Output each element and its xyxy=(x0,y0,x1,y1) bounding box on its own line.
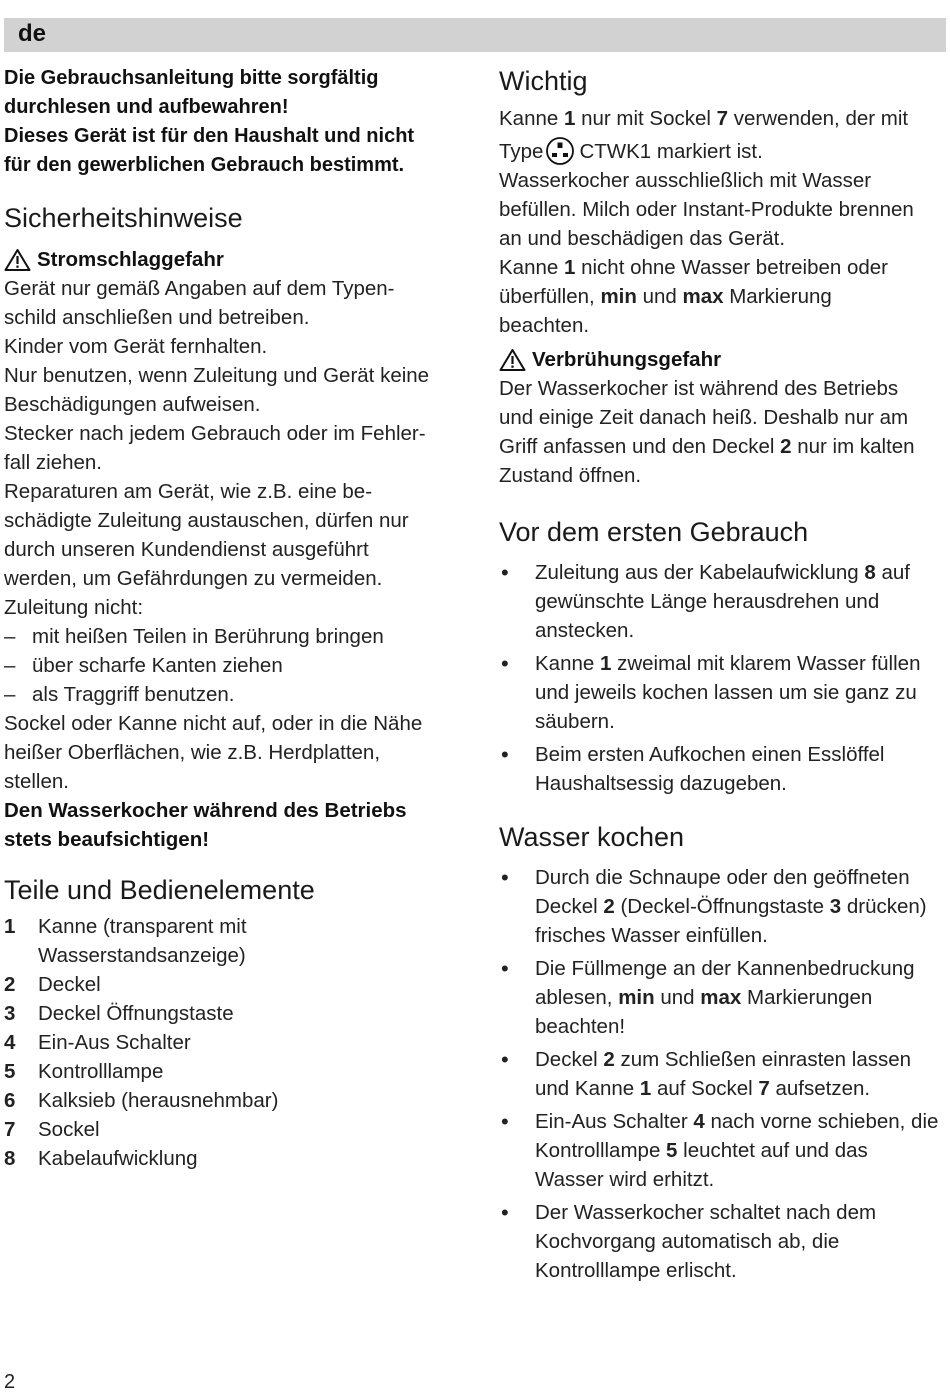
dash-item: – über scharfe Kanten ziehen xyxy=(4,654,283,677)
parts-item: 2 Deckel xyxy=(4,973,101,996)
parts-item: 8 Kabelaufwicklung xyxy=(4,1147,198,1170)
parts-list xyxy=(4,912,278,1173)
important-section xyxy=(499,104,915,490)
shock-line: Kinder vom Gerät fernhalten. xyxy=(4,335,268,358)
shock-line: Stecker nach jedem Gebrauch oder im Fehler- xyxy=(4,422,426,445)
scald-line: Der Wasserkocher ist während des Betriebs xyxy=(499,377,899,400)
first-use-list xyxy=(499,558,939,802)
placement-line: Sockel oder Kanne nicht auf, oder in die Nähe xyxy=(4,712,423,735)
warning-triangle-icon xyxy=(499,348,526,372)
first-use-item: • Kanne 1 zweimal mit klarem Wasser füllen und jeweils kochen lassen um sie ganz zu säubern. xyxy=(499,649,939,736)
important-line: befüllen. Milch oder Instant-Produkte brennen xyxy=(499,198,914,221)
shock-warning-title: Stromschlaggefahr xyxy=(37,248,224,271)
shock-line: durch unseren Kundendienst ausgeführt xyxy=(4,538,369,561)
boil-list xyxy=(499,863,939,1289)
first-use-item: • Zuleitung aus der Kabelaufwicklung 8 auf gewünschte Länge herausdrehen und anstecken. xyxy=(499,558,939,645)
important-line: Kanne 1 nur mit Sockel 7 verwenden, der mit xyxy=(499,107,909,130)
important-line: Kanne 1 nicht ohne Wasser betreiben oder xyxy=(499,256,889,279)
important-line: beachten. xyxy=(499,314,590,337)
language-bar xyxy=(4,18,946,52)
intro-line: durchlesen und aufbewahren! xyxy=(4,96,289,118)
parts-item: 7 Sockel xyxy=(4,1118,100,1141)
shock-line: schild anschließen und betreiben. xyxy=(4,306,310,329)
intro-text xyxy=(4,64,414,180)
intro-line: Dieses Gerät ist für den Haushalt und nicht xyxy=(4,125,415,147)
dash-item: – als Traggriff benutzen. xyxy=(4,683,235,706)
warning-triangle-icon xyxy=(4,248,31,272)
shock-line: Reparaturen am Gerät, wie z.B. eine be- xyxy=(4,480,373,503)
important-line: Type CTWK1 markiert ist. xyxy=(499,137,915,166)
scald-warning-title: Verbrühungsgefahr xyxy=(532,348,722,371)
parts-item: Wasserstandsanzeige) xyxy=(38,944,246,967)
placement-line: heißer Oberflächen, wie z.B. Herdplatten, xyxy=(4,741,381,764)
parts-heading: Teile und Bedienelemente xyxy=(4,875,315,905)
first-use-heading: Vor dem ersten Gebrauch xyxy=(499,517,809,547)
parts-item: 1 Kanne (transparent mit xyxy=(4,915,247,938)
important-heading: Wichtig xyxy=(499,66,588,96)
boil-heading: Wasser kochen xyxy=(499,822,685,852)
shock-line: fall ziehen. xyxy=(4,451,103,474)
parts-item: 3 Deckel Öffnungstaste xyxy=(4,1002,234,1025)
uk-plug-type-icon xyxy=(545,136,575,166)
boil-item: • Der Wasserkocher schaltet nach dem Kochvorgang automatisch ab, die Kontrolllampe erlischt. xyxy=(499,1198,939,1285)
important-line: an und beschädigen das Gerät. xyxy=(499,227,786,250)
shock-warning-heading xyxy=(4,245,429,274)
first-use-item: • Beim ersten Aufkochen einen Esslöffel Haushaltsessig dazugeben. xyxy=(499,740,939,798)
dash-item: – mit heißen Teilen in Berührung bringen xyxy=(4,625,384,648)
intro-line: für den gewerblichen Gebrauch bestimmt. xyxy=(4,154,405,176)
page-number: 2 xyxy=(4,1371,16,1393)
scald-line: Zustand öffnen. xyxy=(499,464,642,487)
shock-line: werden, um Gefährdungen zu vermeiden. xyxy=(4,567,383,590)
important-line: überfüllen, min und max Markierung xyxy=(499,285,832,308)
intro-line: Die Gebrauchsanleitung bitte sorgfältig xyxy=(4,67,379,89)
shock-line: Zuleitung nicht: xyxy=(4,596,144,619)
boil-item: • Die Füllmenge an der Kannenbedruckung ablesen, min und max Markierungen beachten! xyxy=(499,954,939,1041)
supervise-line: Den Wasserkocher während des Betriebs xyxy=(4,799,407,822)
boil-item: • Durch die Schnaupe oder den geöffneten Deckel 2 (Deckel-Öffnungstaste 3 drücken) frisches Wasser einfüllen. xyxy=(499,863,939,950)
safety-heading: Sicherheitshinweise xyxy=(4,203,243,233)
shock-line: schädigte Zuleitung austauschen, dürfen nur xyxy=(4,509,409,532)
boil-item: • Deckel 2 zum Schließen einrasten lassen und Kanne 1 auf Sockel 7 aufsetzen. xyxy=(499,1045,939,1103)
parts-item: 4 Ein-Aus Schalter xyxy=(4,1031,191,1054)
shock-line: Beschädigungen aufweisen. xyxy=(4,393,261,416)
placement-line: stellen. xyxy=(4,770,69,793)
scald-warning-heading xyxy=(499,345,915,374)
parts-item: 6 Kalksieb (herausnehmbar) xyxy=(4,1089,279,1112)
shock-section xyxy=(4,245,429,854)
scald-line: Griff anfassen und den Deckel 2 nur im kalten xyxy=(499,435,915,458)
shock-line: Gerät nur gemäß Angaben auf dem Typen- xyxy=(4,277,395,300)
boil-item: • Ein-Aus Schalter 4 nach vorne schieben, die Kontrolllampe 5 leuchtet auf und das Wasser wird erhitzt. xyxy=(499,1107,939,1194)
supervise-line: stets beaufsichtigen! xyxy=(4,828,210,851)
scald-line: und einige Zeit danach heiß. Deshalb nur am xyxy=(499,406,909,429)
shock-line: Nur benutzen, wenn Zuleitung und Gerät keine xyxy=(4,364,430,387)
parts-item: 5 Kontrolllampe xyxy=(4,1060,164,1083)
language-label: de xyxy=(18,20,47,47)
important-line: Wasserkocher ausschließlich mit Wasser xyxy=(499,169,872,192)
